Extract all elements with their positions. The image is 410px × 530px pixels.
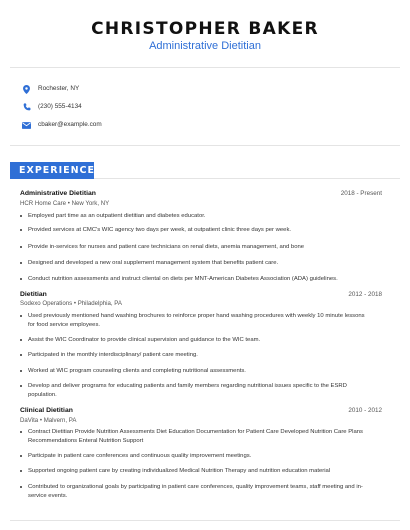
list-item: Used previously mentioned hand washing brochures to reinforce proper hand washing procedures with weekly 10 minute lessons for food service employees. (20, 312, 370, 330)
list-item: Supported ongoing patient care by creating individualized Medical Nutrition Therapy and nutrition education material (20, 467, 370, 476)
company-name: HCR Home Care (20, 200, 67, 207)
list-item: Provided services at CMC's WIC agency two days per week, at outpatient clinic three days per week. (20, 226, 370, 235)
candidate-name: CHRISTOPHER BAKER (91, 19, 319, 39)
contact-phone (22, 101, 82, 113)
list-item: Contract Dietitian Provide Nutrition Assessments Diet Education Documentation for Patient Care Developed Nutrition Care Plans Recommendations Enteral Nutrition Support (20, 428, 370, 446)
list-item: Assist the WIC Coordinator to provide clinical supervision and guidance to the WIC team. (20, 336, 370, 345)
list-item: Participate in patient care conferences and continuous quality improvement meetings. (20, 452, 370, 461)
candidate-title: Administrative Dietitian (149, 40, 261, 52)
email-link[interactable]: cbaker@example.com (38, 121, 102, 128)
job-title: Clinical Dietitian (20, 407, 73, 414)
list-item: Worked at WIC program counseling clients and completing nutritional assessments. (20, 367, 370, 376)
section-rule (94, 178, 400, 179)
job-company-line: Sodexo Operations • Philadelphia, PA (20, 300, 122, 307)
job-dates: 2012 - 2018 (348, 291, 382, 298)
list-item: Designed and developed a new oral supplement management system that benefits patient care. (20, 259, 370, 268)
envelope-icon (22, 121, 31, 130)
company-location: Malvern, PA (43, 417, 77, 424)
footer-divider (10, 520, 400, 521)
experience-section-heading: EXPERIENCE (10, 162, 94, 179)
list-item: Employed part time as an outpatient dietitian and diabetes educator. (20, 212, 370, 221)
phone-icon (22, 103, 31, 112)
job-dates: 2018 - Present (340, 190, 382, 197)
job-title: Dietitian (20, 291, 47, 298)
company-location: New York, NY (71, 200, 110, 207)
list-item: Contributed to organizational goals by participating in patient care conferences, quality improvement teams, staff meeting and in-service events. (20, 483, 370, 501)
job-dates: 2010 - 2012 (348, 407, 382, 414)
job-title: Administrative Dietitian (20, 190, 96, 197)
company-location: Philadelphia, PA (77, 300, 122, 307)
location-pin-icon (22, 85, 31, 94)
list-item: Participated in the monthly interdisciplinary/ patient care meeting. (20, 351, 370, 360)
header-divider (10, 67, 400, 68)
contact-divider (10, 145, 400, 146)
phone-text: (230) 555-4134 (38, 103, 82, 110)
contact-email[interactable] (22, 119, 102, 131)
list-item: Provide in-services for nurses and patient care technicians on renal diets, anemia management, and bone (20, 243, 370, 252)
location-text: Rochester, NY (38, 85, 80, 92)
list-item: Conduct nutrition assessments and instruct cliental on diets per MNT-American Diabetes Association (ADA) guidelines. (20, 275, 370, 284)
list-item: Develop and deliver programs for educating patients and family members regarding nutritional issues specific to the ESRD population. (20, 382, 370, 400)
job-company-line: HCR Home Care • New York, NY (20, 200, 110, 207)
company-name: DaVita (20, 417, 39, 424)
company-name: Sodexo Operations (20, 300, 73, 307)
contact-location (22, 83, 80, 95)
job-company-line: DaVita • Malvern, PA (20, 417, 77, 424)
